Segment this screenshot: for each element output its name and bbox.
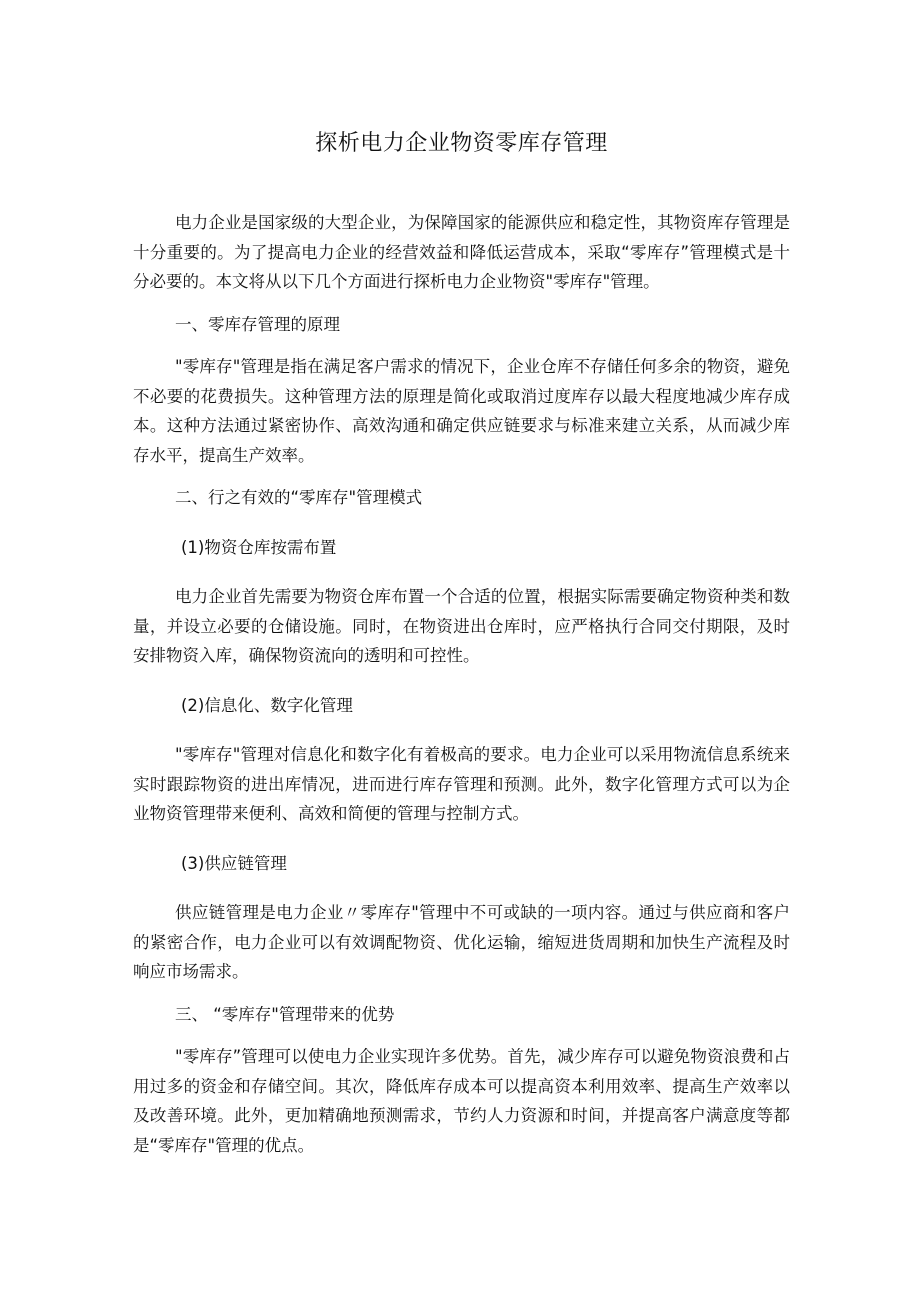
- section-1-paragraph: "零库存"管理是指在满足客户需求的情况下，企业仓库不存储任何多余的物资，避免不必要的花费损失。这种管理方法的原理是简化或取消过度库存以最大程度地减少库存成本。这种方法通过紧密协作、高效沟通和确定供应链要求与标准来建立关系，从而减少库存水平，提高生产效率。: [133, 357, 790, 465]
- subsection-3-heading: (3)供应链管理: [181, 853, 287, 873]
- subsection-1-paragraph: 电力企业首先需要为物资仓库布置一个合适的位置，根据实际需要确定物资种类和数量，并设立必要的仓储设施。同时，在物资进出仓库时，应严格执行合同交付期限，及时安排物资入库，确保物资流向的透明和可控性。: [133, 587, 790, 665]
- section-3-heading: 三、 “零库存"管理带来的优势: [175, 1004, 395, 1024]
- subsection-1-heading: (1)物资仓库按需布置: [181, 537, 337, 557]
- subsection-2-heading: (2)信息化、数字化管理: [181, 695, 353, 715]
- section-3-paragraph: "零库存”管理可以使电力企业实现许多优势。首先，减少库存可以避免物资浪费和占用过多的资金和存储空间。其次，降低库存成本可以提高资本利用效率、提高生产效率以及改善环境。此外，更加精确地预测需求，节约人力资源和时间，并提高客户满意度等都是“零库存"管理的优点。: [133, 1047, 790, 1155]
- section-1-heading: 一、零库存管理的原理: [175, 314, 340, 334]
- document-title: 探析电力企业物资零库存管理: [315, 131, 608, 156]
- section-2-heading: 二、行之有效的“零库存"管理模式: [175, 488, 423, 507]
- subsection-3-paragraph: 供应链管理是电力企业〃零库存"管理中不可或缺的一项内容。通过与供应商和客户的紧密合作，电力企业可以有效调配物资、优化运输，缩短进货周期和加快生产流程及时响应市场需求。: [133, 903, 790, 981]
- intro-paragraph: 电力企业是国家级的大型企业，为保障国家的能源供应和稳定性，其物资库存管理是十分重要的。为了提高电力企业的经营效益和降低运营成本，采取“零库存”管理模式是十分必要的。本文将从以下几个方面进行探析电力企业物资"零库存"管理。: [133, 213, 790, 291]
- subsection-2-paragraph: "零库存"管理对信息化和数字化有着极高的要求。电力企业可以采用物流信息系统来实时跟踪物资的进出库情况，进而进行库存管理和预测。此外，数字化管理方式可以为企业物资管理带来便利、高效和简便的管理与控制方式。: [133, 745, 790, 823]
